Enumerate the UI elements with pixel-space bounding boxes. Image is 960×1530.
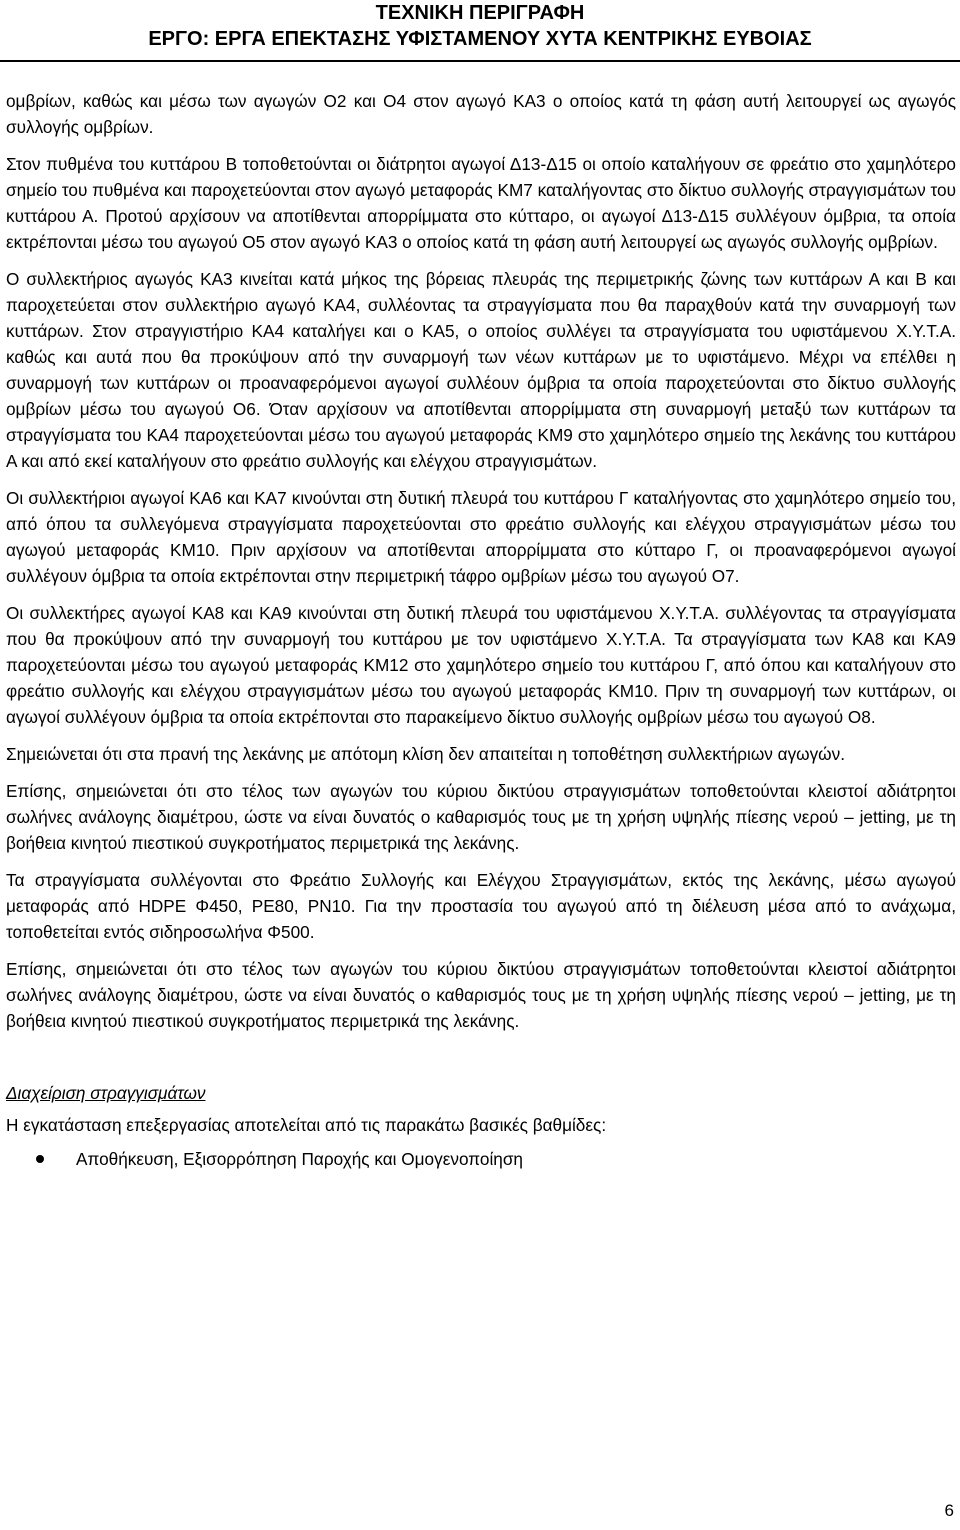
paragraph-8: Τα στραγγίσματα συλλέγονται στο Φρεάτιο Συλλογής και Ελέγχου Στραγγισμάτων, εκτός της λεκάνης, μέσω αγωγού μεταφοράς από HDPE Φ450, PE80, PN10. Για την προστασία του αγωγού από τη διέλευση μέσα από το ανάχωμα, τοποθετείται εντός σιδηροσωλήνα Φ500.: [6, 870, 956, 942]
paragraph-4: Οι συλλεκτήριοι αγωγοί ΚΑ6 και ΚΑ7 κινούνται στη δυτική πλευρά του κυττάρου Γ καταλήγοντας στο χαμηλότερο σημείο του, από όπου τα συλλεγόμενα στραγγίσματα παροχετεύονται στο φρεάτιο συλλογής και ελέγχου στραγγισμάτων μέσω του αγωγού μεταφοράς ΚΜ10. Πριν αρχίσουν να αποτίθενται απορρίμματα στο κύτταρο Γ, οι προαναφερόμενοι αγωγοί συλλέγουν όμβρια τα οποία εκτρέπονται στην περιμετρική τάφρο ομβρίων μέσω του αγωγού Ο7.: [6, 488, 956, 586]
paragraph-1: ομβρίων, καθώς και μέσω των αγωγών Ο2 και Ο4 στον αγωγό ΚΑ3 ο οποίος κατά τη φάση αυτή λειτουργεί ως αγωγός συλλογής ομβρίων.: [6, 91, 956, 137]
page-header: [0, 0, 960, 52]
paragraph-2: Στον πυθμένα του κυττάρου Β τοποθετούνται οι διάτρητοι αγωγοί Δ13-Δ15 οι οποίο καταλήγουν σε φρεάτιο στο χαμηλότερο σημείο του πυθμένα και παροχετεύονται στον αγωγό μεταφοράς ΚΜ7 καταλήγοντας στο δίκτυο συλλογής στραγγισμάτων του κυττάρου Α. Προτού αρχίσουν να αποτίθενται απορρίμματα στο κύτταρο, οι αγωγοί Δ13-Δ15 συλλέγουν όμβρια, τα οποία εκτρέπονται μέσω του αγωγού Ο5 στον αγωγό ΚΑ3 ο οποίος κατά τη φάση αυτή λειτουργεί ως αγωγός συλλογής ομβρίων.: [6, 154, 956, 252]
paragraph-9: Επίσης, σημειώνεται ότι στο τέλος των αγωγών του κύριου δικτύου στραγγισμάτων τοποθετούνται κλειστοί αδιάτρητοι σωλήνες ανάλογης διαμέτρου, ώστε να είναι δυνατός ο καθαρισμός τους με τη χρήση υψηλής πίεσης νερού – jetting, με τη βοήθεια κινητού πιεστικού συγκροτήματος περιμετρικά της λεκάνης.: [6, 959, 956, 1031]
document-body: [6, 88, 956, 1172]
document-type-title: ΤΕΧΝΙΚΗ ΠΕΡΙΓΡΑΦΗ: [375, 2, 585, 24]
project-title: ΕΡΓΟ: ΕΡΓΑ ΕΠΕΚΤΑΣΗΣ ΥΦΙΣΤΑΜΕΝΟΥ ΧΥΤΑ ΚΕΝΤΡΙΚΗΣ ΕΥΒΟΙΑΣ: [148, 28, 812, 50]
section-heading: Διαχείριση στραγγισμάτων: [6, 1083, 206, 1103]
section-intro: Η εγκατάσταση επεξεργασίας αποτελείται από τις παρακάτω βασικές βαθμίδες:: [6, 1115, 607, 1135]
paragraph-5: Οι συλλεκτήρες αγωγοί ΚΑ8 και ΚΑ9 κινούνται στη δυτική πλευρά του υφιστάμενου Χ.Υ.Τ.Α. συλλέγοντας τα στραγγίσματα που θα προκύψουν από την συναρμογή του κυττάρου με τον υφιστάμενο Χ.Υ.Τ.Α. Τα στραγγίσματα των ΚΑ8 και ΚΑ9 παροχετεύονται μέσω του αγωγού μεταφοράς ΚΜ12 στο χαμηλότερο σημείο του κυττάρου Γ, από όπου και καταλήγουν στο φρεάτιο συλλογής και ελέγχου στραγγισμάτων μέσω του αγωγού μεταφοράς ΚΜ10. Πριν τη συναρμογή των κυττάρων, οι αγωγοί συλλέγουν όμβρια τα οποία εκτρέπονται στο παρακείμενο δίκτυο συλλογής ομβρίων μέσω του αγωγού Ο8.: [6, 603, 956, 727]
bullet-list: [6, 1146, 956, 1172]
paragraph-7: Επίσης, σημειώνεται ότι στο τέλος των αγωγών του κύριου δικτύου στραγγισμάτων τοποθετούνται κλειστοί αδιάτρητοι σωλήνες ανάλογης διαμέτρου, ώστε να είναι δυνατός ο καθαρισμός τους με τη χρήση υψηλής πίεσης νερού – jetting, με τη βοήθεια κινητού πιεστικού συγκροτήματος περιμετρικά της λεκάνης.: [6, 781, 956, 853]
page-number: 6: [944, 1501, 954, 1520]
paragraph-3: Ο συλλεκτήριος αγωγός ΚΑ3 κινείται κατά μήκος της βόρειας πλευράς της περιμετρικής ζώνης των κυττάρων Α και Β και παροχετεύεται στον συλλεκτήριο αγωγό ΚΑ4, συλλέοντας τα στραγγίσματα που θα παραχθούν κατά την συναρμογή των κυττάρων. Στον στραγγιστήριο ΚΑ4 καταλήγει και ο ΚΑ5, ο οποίος συλλέγει τα στραγγίσματα του υφιστάμενου Χ.Υ.Τ.Α. καθώς και αυτά που θα προκύψουν από την συναρμογή των νέων κυττάρων με το υφιστάμενο. Μέχρι να επέλθει η συναρμογή των κυττάρων οι προαναφερόμενοι αγωγοί συλλέουν όμβρια τα οποία παροχετεύονται στο δίκτυο συλλογής ομβρίων μέσω του αγωγού Ο6. Όταν αρχίσουν να αποτίθενται απορρίμματα στη συναρμογή μεταξύ των κυττάρων τα στραγγίσματα του ΚΑ4 παροχετεύονται μέσω του αγωγού μεταφοράς ΚΜ9 στο χαμηλότερο σημείο της λεκάνης του κυττάρου Α και από εκεί καταλήγουν στο φρεάτιο συλλογής και ελέγχου στραγγισμάτων.: [6, 269, 956, 471]
bullet-icon: [36, 1155, 44, 1163]
paragraph-6: Σημειώνεται ότι στα πρανή της λεκάνης με απότομη κλίση δεν απαιτείται η τοποθέτηση συλλεκτήριων αγωγών.: [6, 744, 845, 764]
header-divider: [0, 60, 960, 62]
list-item-text: Αποθήκευση, Εξισορρόπηση Παροχής και Ομογενοποίηση: [76, 1149, 523, 1169]
list-item: [6, 1146, 956, 1172]
